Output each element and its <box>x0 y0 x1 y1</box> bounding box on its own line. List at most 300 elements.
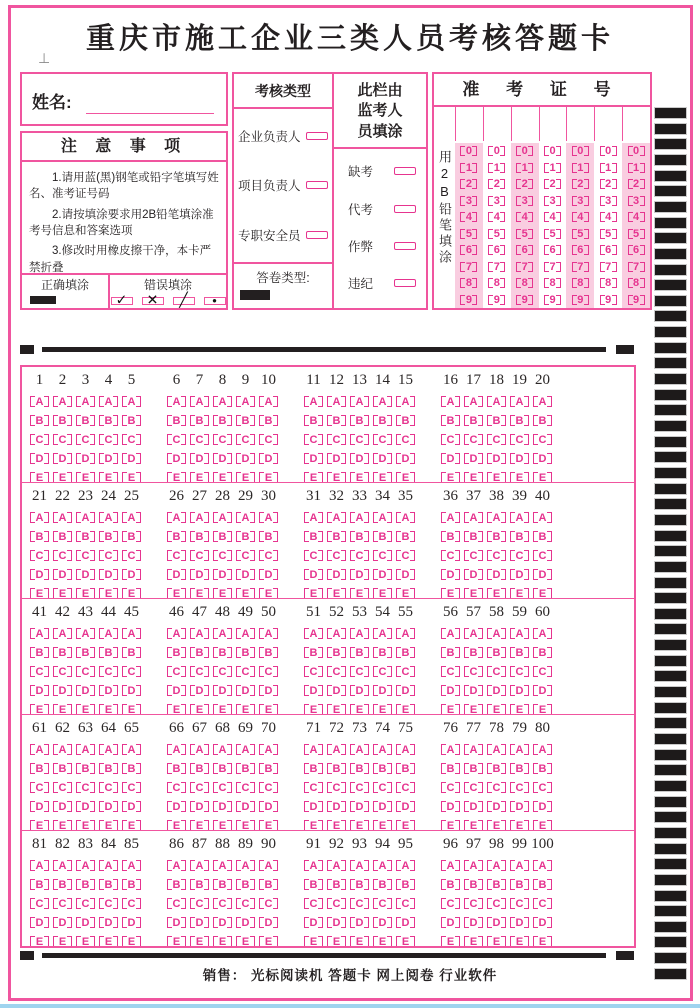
answer-bubble-93-C[interactable]: C <box>350 897 369 910</box>
answer-bubble-79-D[interactable]: D <box>510 800 529 813</box>
answer-bubble-94-E[interactable]: E <box>373 935 392 946</box>
answer-bubble-33-A[interactable]: A <box>350 511 369 524</box>
answer-bubble-6-C[interactable]: C <box>167 433 186 446</box>
answer-bubble-87-E[interactable]: E <box>190 935 209 946</box>
answer-bubble-94-B[interactable]: B <box>373 878 392 891</box>
answer-bubble-61-D[interactable]: D <box>30 800 49 813</box>
answer-bubble-48-A[interactable]: A <box>213 627 232 640</box>
answer-bubble-91-A[interactable]: A <box>304 859 323 872</box>
answer-bubble-52-B[interactable]: B <box>327 646 346 659</box>
ticket-bubble-col5-1[interactable]: 1 <box>572 162 589 174</box>
answer-bubble-46-B[interactable]: B <box>167 646 186 659</box>
answer-bubble-28-D[interactable]: D <box>213 568 232 581</box>
ticket-bubble-col6-0[interactable]: 0 <box>600 145 617 157</box>
answer-bubble-45-C[interactable]: C <box>122 665 141 678</box>
answer-bubble-52-C[interactable]: C <box>327 665 346 678</box>
answer-bubble-49-D[interactable]: D <box>236 684 255 697</box>
answer-bubble-16-A[interactable]: A <box>441 395 460 408</box>
answer-bubble-45-E[interactable]: E <box>122 703 141 714</box>
answer-bubble-27-E[interactable]: E <box>190 587 209 598</box>
ticket-bubble-col2-6[interactable]: 6 <box>488 244 505 256</box>
ticket-writein-cell[interactable] <box>622 107 650 141</box>
answer-bubble-53-C[interactable]: C <box>350 665 369 678</box>
answer-bubble-75-E[interactable]: E <box>396 819 415 830</box>
answer-bubble-7-E[interactable]: E <box>190 471 209 482</box>
answer-bubble-18-E[interactable]: E <box>487 471 506 482</box>
answer-bubble-44-B[interactable]: B <box>99 646 118 659</box>
answer-bubble-32-D[interactable]: D <box>327 568 346 581</box>
answer-bubble-3-C[interactable]: C <box>76 433 95 446</box>
answer-bubble-4-E[interactable]: E <box>99 471 118 482</box>
answer-bubble-83-D[interactable]: D <box>76 916 95 929</box>
answer-bubble-12-C[interactable]: C <box>327 433 346 446</box>
answer-bubble-63-B[interactable]: B <box>76 762 95 775</box>
answer-bubble-50-E[interactable]: E <box>259 703 278 714</box>
answer-bubble-86-D[interactable]: D <box>167 916 186 929</box>
answer-bubble-68-A[interactable]: A <box>213 743 232 756</box>
answer-bubble-73-A[interactable]: A <box>350 743 369 756</box>
answer-bubble-54-D[interactable]: D <box>373 684 392 697</box>
answer-bubble-1-D[interactable]: D <box>30 452 49 465</box>
ticket-bubble-col4-8[interactable]: 8 <box>544 277 561 289</box>
answer-bubble-32-B[interactable]: B <box>327 530 346 543</box>
answer-bubble-72-D[interactable]: D <box>327 800 346 813</box>
answer-bubble-34-C[interactable]: C <box>373 549 392 562</box>
ticket-bubble-col2-7[interactable]: 7 <box>488 261 505 273</box>
answer-bubble-33-C[interactable]: C <box>350 549 369 562</box>
answer-bubble-81-D[interactable]: D <box>30 916 49 929</box>
ticket-bubble-col6-2[interactable]: 2 <box>600 178 617 190</box>
answer-bubble-96-D[interactable]: D <box>441 916 460 929</box>
answer-bubble-44-E[interactable]: E <box>99 703 118 714</box>
answer-bubble-76-E[interactable]: E <box>441 819 460 830</box>
answer-bubble-7-B[interactable]: B <box>190 414 209 427</box>
answer-bubble-15-D[interactable]: D <box>396 452 415 465</box>
answer-bubble-3-A[interactable]: A <box>76 395 95 408</box>
answer-bubble-70-C[interactable]: C <box>259 781 278 794</box>
answer-bubble-55-A[interactable]: A <box>396 627 415 640</box>
answer-bubble-59-C[interactable]: C <box>510 665 529 678</box>
answer-bubble-95-B[interactable]: B <box>396 878 415 891</box>
exam-type-bubble[interactable] <box>306 132 328 140</box>
answer-bubble-92-B[interactable]: B <box>327 878 346 891</box>
answer-bubble-1-B[interactable]: B <box>30 414 49 427</box>
answer-bubble-100-B[interactable]: B <box>533 878 552 891</box>
answer-bubble-21-E[interactable]: E <box>30 587 49 598</box>
answer-bubble-89-E[interactable]: E <box>236 935 255 946</box>
answer-bubble-99-D[interactable]: D <box>510 916 529 929</box>
answer-bubble-93-A[interactable]: A <box>350 859 369 872</box>
answer-bubble-12-E[interactable]: E <box>327 471 346 482</box>
answer-bubble-7-A[interactable]: A <box>190 395 209 408</box>
ticket-bubble-col2-1[interactable]: 1 <box>488 162 505 174</box>
answer-bubble-56-B[interactable]: B <box>441 646 460 659</box>
answer-bubble-59-E[interactable]: E <box>510 703 529 714</box>
answer-bubble-5-C[interactable]: C <box>122 433 141 446</box>
ticket-bubble-col5-2[interactable]: 2 <box>572 178 589 190</box>
answer-bubble-21-C[interactable]: C <box>30 549 49 562</box>
ticket-bubble-col7-0[interactable]: 0 <box>628 145 645 157</box>
answer-bubble-96-A[interactable]: A <box>441 859 460 872</box>
ticket-bubble-col3-0[interactable]: 0 <box>516 145 533 157</box>
answer-bubble-18-C[interactable]: C <box>487 433 506 446</box>
answer-bubble-41-D[interactable]: D <box>30 684 49 697</box>
name-input-line[interactable] <box>86 113 214 114</box>
answer-bubble-54-C[interactable]: C <box>373 665 392 678</box>
answer-bubble-84-D[interactable]: D <box>99 916 118 929</box>
ticket-bubble-col6-7[interactable]: 7 <box>600 261 617 273</box>
answer-bubble-78-C[interactable]: C <box>487 781 506 794</box>
ticket-bubble-col2-2[interactable]: 2 <box>488 178 505 190</box>
answer-bubble-76-D[interactable]: D <box>441 800 460 813</box>
answer-bubble-88-A[interactable]: A <box>213 859 232 872</box>
answer-bubble-75-B[interactable]: B <box>396 762 415 775</box>
answer-bubble-58-E[interactable]: E <box>487 703 506 714</box>
answer-bubble-57-C[interactable]: C <box>464 665 483 678</box>
answer-bubble-8-E[interactable]: E <box>213 471 232 482</box>
answer-bubble-76-B[interactable]: B <box>441 762 460 775</box>
answer-bubble-98-D[interactable]: D <box>487 916 506 929</box>
answer-bubble-97-A[interactable]: A <box>464 859 483 872</box>
ticket-bubble-col5-7[interactable]: 7 <box>572 261 589 273</box>
answer-bubble-19-A[interactable]: A <box>510 395 529 408</box>
answer-bubble-31-B[interactable]: B <box>304 530 323 543</box>
answer-bubble-92-A[interactable]: A <box>327 859 346 872</box>
ticket-bubble-col3-7[interactable]: 7 <box>516 261 533 273</box>
answer-bubble-5-E[interactable]: E <box>122 471 141 482</box>
answer-bubble-34-B[interactable]: B <box>373 530 392 543</box>
answer-bubble-92-C[interactable]: C <box>327 897 346 910</box>
answer-bubble-74-A[interactable]: A <box>373 743 392 756</box>
answer-bubble-91-D[interactable]: D <box>304 916 323 929</box>
answer-bubble-92-E[interactable]: E <box>327 935 346 946</box>
answer-bubble-8-C[interactable]: C <box>213 433 232 446</box>
answer-bubble-71-A[interactable]: A <box>304 743 323 756</box>
answer-bubble-75-D[interactable]: D <box>396 800 415 813</box>
answer-bubble-37-A[interactable]: A <box>464 511 483 524</box>
answer-bubble-93-B[interactable]: B <box>350 878 369 891</box>
answer-bubble-52-D[interactable]: D <box>327 684 346 697</box>
answer-bubble-89-A[interactable]: A <box>236 859 255 872</box>
answer-bubble-4-C[interactable]: C <box>99 433 118 446</box>
answer-bubble-81-C[interactable]: C <box>30 897 49 910</box>
answer-bubble-87-A[interactable]: A <box>190 859 209 872</box>
answer-bubble-16-D[interactable]: D <box>441 452 460 465</box>
answer-bubble-40-E[interactable]: E <box>533 587 552 598</box>
answer-bubble-1-E[interactable]: E <box>30 471 49 482</box>
answer-bubble-18-A[interactable]: A <box>487 395 506 408</box>
answer-bubble-11-B[interactable]: B <box>304 414 323 427</box>
ticket-bubble-col6-8[interactable]: 8 <box>600 277 617 289</box>
ticket-bubble-col5-4[interactable]: 4 <box>572 211 589 223</box>
answer-bubble-50-A[interactable]: A <box>259 627 278 640</box>
answer-bubble-64-E[interactable]: E <box>99 819 118 830</box>
answer-bubble-29-B[interactable]: B <box>236 530 255 543</box>
answer-bubble-32-C[interactable]: C <box>327 549 346 562</box>
answer-bubble-89-B[interactable]: B <box>236 878 255 891</box>
answer-bubble-10-C[interactable]: C <box>259 433 278 446</box>
ticket-bubble-col3-9[interactable]: 9 <box>516 294 533 306</box>
answer-bubble-84-E[interactable]: E <box>99 935 118 946</box>
answer-bubble-62-B[interactable]: B <box>53 762 72 775</box>
answer-bubble-67-D[interactable]: D <box>190 800 209 813</box>
answer-bubble-84-B[interactable]: B <box>99 878 118 891</box>
answer-bubble-50-C[interactable]: C <box>259 665 278 678</box>
answer-bubble-47-A[interactable]: A <box>190 627 209 640</box>
answer-bubble-30-C[interactable]: C <box>259 549 278 562</box>
answer-bubble-37-C[interactable]: C <box>464 549 483 562</box>
answer-bubble-25-E[interactable]: E <box>122 587 141 598</box>
answer-bubble-82-A[interactable]: A <box>53 859 72 872</box>
answer-bubble-13-D[interactable]: D <box>350 452 369 465</box>
answer-bubble-98-E[interactable]: E <box>487 935 506 946</box>
answer-bubble-71-D[interactable]: D <box>304 800 323 813</box>
answer-bubble-23-E[interactable]: E <box>76 587 95 598</box>
answer-bubble-26-C[interactable]: C <box>167 549 186 562</box>
answer-bubble-37-D[interactable]: D <box>464 568 483 581</box>
answer-bubble-96-E[interactable]: E <box>441 935 460 946</box>
ticket-bubble-col2-4[interactable]: 4 <box>488 211 505 223</box>
answer-bubble-36-E[interactable]: E <box>441 587 460 598</box>
answer-bubble-48-E[interactable]: E <box>213 703 232 714</box>
ticket-bubble-col4-0[interactable]: 0 <box>544 145 561 157</box>
ticket-writein-cell[interactable] <box>511 107 539 141</box>
ticket-bubble-col7-9[interactable]: 9 <box>628 294 645 306</box>
ticket-bubble-col4-3[interactable]: 3 <box>544 195 561 207</box>
answer-bubble-94-C[interactable]: C <box>373 897 392 910</box>
answer-bubble-55-D[interactable]: D <box>396 684 415 697</box>
answer-bubble-14-C[interactable]: C <box>373 433 392 446</box>
answer-bubble-39-C[interactable]: C <box>510 549 529 562</box>
answer-bubble-36-B[interactable]: B <box>441 530 460 543</box>
answer-bubble-73-D[interactable]: D <box>350 800 369 813</box>
answer-bubble-14-D[interactable]: D <box>373 452 392 465</box>
answer-bubble-21-D[interactable]: D <box>30 568 49 581</box>
answer-bubble-34-A[interactable]: A <box>373 511 392 524</box>
answer-bubble-64-D[interactable]: D <box>99 800 118 813</box>
answer-bubble-10-A[interactable]: A <box>259 395 278 408</box>
answer-bubble-49-C[interactable]: C <box>236 665 255 678</box>
answer-bubble-22-A[interactable]: A <box>53 511 72 524</box>
ticket-bubble-col7-3[interactable]: 3 <box>628 195 645 207</box>
answer-bubble-82-E[interactable]: E <box>53 935 72 946</box>
answer-bubble-59-D[interactable]: D <box>510 684 529 697</box>
answer-bubble-5-A[interactable]: A <box>122 395 141 408</box>
ticket-bubble-col1-3[interactable]: 3 <box>460 195 477 207</box>
answer-bubble-91-E[interactable]: E <box>304 935 323 946</box>
answer-bubble-45-D[interactable]: D <box>122 684 141 697</box>
answer-bubble-81-A[interactable]: A <box>30 859 49 872</box>
answer-bubble-15-A[interactable]: A <box>396 395 415 408</box>
answer-bubble-51-A[interactable]: A <box>304 627 323 640</box>
answer-bubble-17-D[interactable]: D <box>464 452 483 465</box>
answer-bubble-48-D[interactable]: D <box>213 684 232 697</box>
answer-bubble-57-D[interactable]: D <box>464 684 483 697</box>
answer-bubble-47-D[interactable]: D <box>190 684 209 697</box>
answer-bubble-95-E[interactable]: E <box>396 935 415 946</box>
ticket-bubble-col3-8[interactable]: 8 <box>516 277 533 289</box>
ticket-bubble-col5-5[interactable]: 5 <box>572 228 589 240</box>
answer-bubble-6-A[interactable]: A <box>167 395 186 408</box>
answer-bubble-17-E[interactable]: E <box>464 471 483 482</box>
answer-bubble-90-A[interactable]: A <box>259 859 278 872</box>
answer-bubble-85-C[interactable]: C <box>122 897 141 910</box>
answer-bubble-67-B[interactable]: B <box>190 762 209 775</box>
answer-bubble-57-A[interactable]: A <box>464 627 483 640</box>
ticket-bubble-col1-6[interactable]: 6 <box>460 244 477 256</box>
answer-bubble-54-B[interactable]: B <box>373 646 392 659</box>
answer-bubble-7-D[interactable]: D <box>190 452 209 465</box>
answer-bubble-92-D[interactable]: D <box>327 916 346 929</box>
invigilator-bubble[interactable] <box>394 242 416 250</box>
answer-bubble-41-B[interactable]: B <box>30 646 49 659</box>
answer-bubble-4-D[interactable]: D <box>99 452 118 465</box>
answer-bubble-39-B[interactable]: B <box>510 530 529 543</box>
answer-bubble-32-E[interactable]: E <box>327 587 346 598</box>
answer-bubble-1-A[interactable]: A <box>30 395 49 408</box>
answer-bubble-56-C[interactable]: C <box>441 665 460 678</box>
exam-type-bubble[interactable] <box>306 181 328 189</box>
answer-bubble-67-C[interactable]: C <box>190 781 209 794</box>
answer-bubble-51-E[interactable]: E <box>304 703 323 714</box>
answer-bubble-69-E[interactable]: E <box>236 819 255 830</box>
answer-bubble-68-B[interactable]: B <box>213 762 232 775</box>
answer-bubble-65-D[interactable]: D <box>122 800 141 813</box>
answer-bubble-3-B[interactable]: B <box>76 414 95 427</box>
answer-bubble-36-A[interactable]: A <box>441 511 460 524</box>
answer-bubble-28-E[interactable]: E <box>213 587 232 598</box>
answer-bubble-64-B[interactable]: B <box>99 762 118 775</box>
answer-bubble-74-C[interactable]: C <box>373 781 392 794</box>
answer-bubble-35-B[interactable]: B <box>396 530 415 543</box>
answer-bubble-6-D[interactable]: D <box>167 452 186 465</box>
answer-bubble-46-C[interactable]: C <box>167 665 186 678</box>
answer-bubble-21-B[interactable]: B <box>30 530 49 543</box>
answer-bubble-19-E[interactable]: E <box>510 471 529 482</box>
answer-bubble-95-C[interactable]: C <box>396 897 415 910</box>
answer-bubble-66-C[interactable]: C <box>167 781 186 794</box>
answer-bubble-75-A[interactable]: A <box>396 743 415 756</box>
answer-bubble-10-B[interactable]: B <box>259 414 278 427</box>
answer-bubble-76-C[interactable]: C <box>441 781 460 794</box>
answer-bubble-82-B[interactable]: B <box>53 878 72 891</box>
answer-bubble-86-E[interactable]: E <box>167 935 186 946</box>
ticket-bubble-col1-9[interactable]: 9 <box>460 294 477 306</box>
answer-bubble-58-D[interactable]: D <box>487 684 506 697</box>
answer-bubble-72-E[interactable]: E <box>327 819 346 830</box>
answer-bubble-14-E[interactable]: E <box>373 471 392 482</box>
answer-bubble-88-C[interactable]: C <box>213 897 232 910</box>
ticket-bubble-col2-9[interactable]: 9 <box>488 294 505 306</box>
answer-bubble-49-A[interactable]: A <box>236 627 255 640</box>
answer-bubble-35-E[interactable]: E <box>396 587 415 598</box>
answer-bubble-48-B[interactable]: B <box>213 646 232 659</box>
answer-bubble-30-D[interactable]: D <box>259 568 278 581</box>
answer-bubble-77-C[interactable]: C <box>464 781 483 794</box>
answer-bubble-98-A[interactable]: A <box>487 859 506 872</box>
answer-bubble-12-D[interactable]: D <box>327 452 346 465</box>
ticket-bubble-col7-5[interactable]: 5 <box>628 228 645 240</box>
answer-bubble-37-B[interactable]: B <box>464 530 483 543</box>
answer-bubble-66-E[interactable]: E <box>167 819 186 830</box>
answer-bubble-65-E[interactable]: E <box>122 819 141 830</box>
answer-bubble-20-A[interactable]: A <box>533 395 552 408</box>
answer-bubble-69-A[interactable]: A <box>236 743 255 756</box>
answer-bubble-42-C[interactable]: C <box>53 665 72 678</box>
answer-bubble-11-E[interactable]: E <box>304 471 323 482</box>
invigilator-bubble[interactable] <box>394 279 416 287</box>
answer-bubble-24-B[interactable]: B <box>99 530 118 543</box>
ticket-bubble-col1-1[interactable]: 1 <box>460 162 477 174</box>
answer-bubble-58-B[interactable]: B <box>487 646 506 659</box>
ticket-bubble-col3-1[interactable]: 1 <box>516 162 533 174</box>
answer-bubble-87-C[interactable]: C <box>190 897 209 910</box>
answer-bubble-71-C[interactable]: C <box>304 781 323 794</box>
answer-bubble-90-E[interactable]: E <box>259 935 278 946</box>
answer-bubble-100-A[interactable]: A <box>533 859 552 872</box>
answer-bubble-83-C[interactable]: C <box>76 897 95 910</box>
answer-bubble-2-D[interactable]: D <box>53 452 72 465</box>
answer-bubble-39-E[interactable]: E <box>510 587 529 598</box>
ticket-bubble-col6-1[interactable]: 1 <box>600 162 617 174</box>
answer-bubble-5-D[interactable]: D <box>122 452 141 465</box>
ticket-bubble-col7-7[interactable]: 7 <box>628 261 645 273</box>
answer-bubble-13-B[interactable]: B <box>350 414 369 427</box>
answer-bubble-98-C[interactable]: C <box>487 897 506 910</box>
answer-bubble-15-B[interactable]: B <box>396 414 415 427</box>
answer-bubble-77-A[interactable]: A <box>464 743 483 756</box>
answer-bubble-68-E[interactable]: E <box>213 819 232 830</box>
answer-bubble-78-B[interactable]: B <box>487 762 506 775</box>
answer-bubble-47-C[interactable]: C <box>190 665 209 678</box>
ticket-bubble-col5-3[interactable]: 3 <box>572 195 589 207</box>
answer-bubble-34-E[interactable]: E <box>373 587 392 598</box>
answer-bubble-29-C[interactable]: C <box>236 549 255 562</box>
answer-bubble-73-B[interactable]: B <box>350 762 369 775</box>
ticket-bubble-col4-7[interactable]: 7 <box>544 261 561 273</box>
answer-bubble-14-A[interactable]: A <box>373 395 392 408</box>
answer-bubble-9-A[interactable]: A <box>236 395 255 408</box>
answer-bubble-17-B[interactable]: B <box>464 414 483 427</box>
answer-bubble-80-C[interactable]: C <box>533 781 552 794</box>
answer-bubble-77-D[interactable]: D <box>464 800 483 813</box>
ticket-bubble-col6-3[interactable]: 3 <box>600 195 617 207</box>
answer-bubble-10-D[interactable]: D <box>259 452 278 465</box>
answer-bubble-36-D[interactable]: D <box>441 568 460 581</box>
answer-bubble-22-C[interactable]: C <box>53 549 72 562</box>
answer-bubble-39-A[interactable]: A <box>510 511 529 524</box>
answer-bubble-16-C[interactable]: C <box>441 433 460 446</box>
answer-bubble-61-A[interactable]: A <box>30 743 49 756</box>
answer-bubble-2-C[interactable]: C <box>53 433 72 446</box>
answer-bubble-70-E[interactable]: E <box>259 819 278 830</box>
answer-bubble-2-E[interactable]: E <box>53 471 72 482</box>
ticket-writein-cell[interactable] <box>483 107 511 141</box>
answer-bubble-88-B[interactable]: B <box>213 878 232 891</box>
answer-bubble-43-E[interactable]: E <box>76 703 95 714</box>
answer-bubble-12-A[interactable]: A <box>327 395 346 408</box>
answer-bubble-70-D[interactable]: D <box>259 800 278 813</box>
answer-bubble-67-E[interactable]: E <box>190 819 209 830</box>
answer-bubble-100-D[interactable]: D <box>533 916 552 929</box>
answer-bubble-93-E[interactable]: E <box>350 935 369 946</box>
answer-bubble-38-A[interactable]: A <box>487 511 506 524</box>
answer-bubble-35-D[interactable]: D <box>396 568 415 581</box>
answer-bubble-53-A[interactable]: A <box>350 627 369 640</box>
answer-bubble-13-A[interactable]: A <box>350 395 369 408</box>
answer-bubble-44-D[interactable]: D <box>99 684 118 697</box>
ticket-bubble-col4-9[interactable]: 9 <box>544 294 561 306</box>
